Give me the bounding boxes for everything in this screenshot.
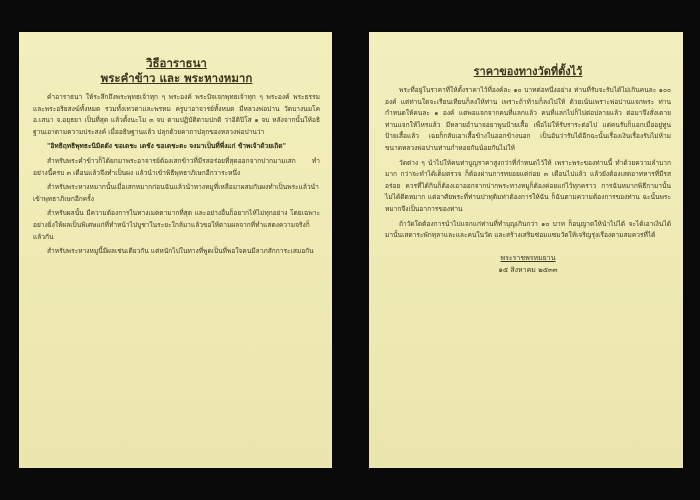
right-document-page (369, 32, 683, 468)
right-paragraph-2: วัดต่าง ๆ นำไปให้คนท่าบูญราคาสูงกว่าที่กำหนดไว้ให้ เพราะพระของท่านนี้ ทำด้วยความลำบากมาก กว่าจะทำได้เต็มตรวจ ก็ต้องผ่านการทยอยแต่ก่อย ๓ เดือนไปแล้ว แล้วยังต้องเสดอาทหารที่มีรสอร่อย ควรที่ได้กินก็ต้องเอาออกจากปากพระทางหมูก็ต้องค่อยแก่ไว้ทุกคราว การฉันหมากพิธีกามานั้นไม่ได้ติดหมาก แต่อาศัยพระที่ท่านปาทุติมท่าต้องการให้ฉัน ก็ฉันตามความต้องการของท่าน ฉะนั้นพระหมากจึงเป็นอาการของท่าน (385, 158, 671, 213)
signature-date: ๑๕ สิงหาคม ๒๕๓๓ (498, 265, 558, 274)
left-paragraph-1: คำอาราธนา ให้ระลึกถึงพระพุทธเจ้าทุก ๆ พระองค์ พระปัจเจกพุทธเจ้าทุก ๆ พระองค์ พระธรรม และพระอริยสงฆ์ทั้งหมด รวมทั้งเทวดาและพรหม ครูบาอาจารย์ทั้งหมด มีหลวงพ่อปาน วัดบางนมโค อ.เสนา จ.อยุธยา เป็นที่สุด แล้วตั้งนะโม ๓ จบ ตามปฏิบัติตามปกติ ว่าอิติปิโส ๑ จบ หลังจากนั้นให้อธิฐานเอาตามความประสงค์ เมื่ออธิษฐานแล้ว ปลุกด้วยคาถาปลุกของหลวงพ่อปานว่า (33, 93, 320, 136)
left-page-title: วิธีอาราธนา (146, 56, 207, 70)
left-document-page (19, 32, 332, 468)
left-page-subtitle: พระคำข้าว และ พระหางหมาก (100, 71, 253, 85)
signature-name: พระราชพรหมยาน (500, 253, 556, 262)
left-paragraph-3: สำหรับพระหางหมากนั้นเมื่อเสกหมากก่อนฉันแล้วนำหางหมูที่เหลือมาผสมกับผงทำเป็นพระแล้วนำเข้าพุทธาภิเษกอีกครั้ง (33, 183, 319, 203)
right-page-title: ราคาของทางวัดที่ตั้งไว้ (473, 65, 583, 78)
right-paragraph-1: พระที่อยู่ในราคาที่ให้ตั้งราคาไว้ที่องค์ละ ๑๐ บาทต่อหนึ่งอย่าง ท่านที่รับจะรับได้ไม่เกินคนละ ๑๐๐ องค์ แต่ท่านใดจะเรียนเทียนก็ลงให้ท่าน เพราะถ้าท้ามก็ลงไปให้ ด้วยเน้นเพราะพ่อปานแจกพระ ท่านกำหนดให้คนละ ๑ องค์ แต่พอแจกจากคนที่แลกแล้ว คนที่แลกไปก็ไปต่อปลายแล้ว ต่อมาจึงสั่งเดาย ท่านแจกให้ไหรแล้ว มีหลายอำนาจอยาพูนป้ายเสื้อ เพื่อไม่ให้รับราระต่อไป แต่คนรับก็แอกเมื่ออยู่ทูนป้ายเสื้อแล้ว เฉยก็กลับเอาเสื้อข้างในออกข้างนอก เป็นอันว่ารับได้อีกฉะนั้นเรื่องเงินเรื่องรับไม่ห้าม ขนาดหลวงพ่อปานท่านกำหอยกันน้อยกันไม่ให้ (385, 86, 671, 152)
left-chant-quote: "อิทธิฤทธิพุทธะนิมิตตัง ขอเดชะ เดชัง ขอเดชะตะ จงมาเป็นที่พึ่งแก่ ข้าพเจ้าด้วยเถิด" (47, 142, 287, 151)
left-paragraph-2: สำหรับพระคำข้าวก็ได้ยกมาพระอาจารย์ต้องเสกข้าวที่มีรสอร่อยที่สุดออกจากปากมามเสก ทำอย่างนี้ครบ ๓ เดือนแล้วจึงทำเป็นผง แล้วนำเข้าพิธีพุทธาภิเษกอีกวาระหนึ่ง (33, 156, 320, 177)
left-paragraph-4: สำหรับผลนั้น มีความต้องการในทางเมตตามากที่สุด และอย่างอื่นก็อยากไห้ไม่ทุกอย่าง โดยเฉพาะอย่างยิ่งให้ผลเป็นพิเศษแก่ที่ทำหน้าไปบูชาในระยะใกล้มาแล้วขอให้ตามผลจากที่ทำแสดงความจริงก็แล้วกัน (33, 209, 320, 241)
right-paragraph-3: ถ้าวัดใดต้องการนำไปแจกแก่ท่านที่ทำบุญเกินกว่า ๑๐ บาท ก็อนุญาตให้นำไปได้ จะได้เอาเงินได้มานั้นเสดาระพักทุลาและและคนในวัด และสร้างเสริมซ่อมแซมวัดให้เจริญรุ่งเรืองตามสมควรที่ได้ (385, 219, 671, 240)
signature-block (385, 252, 671, 276)
left-paragraph-5: สำหรับพระหางหมูนี้มีผลเช่นเดียวกัน แต่หนักไปในทางที่พูดเป็นที่พอใจคนมีลาภสักการะเสมอกัน (47, 247, 314, 256)
